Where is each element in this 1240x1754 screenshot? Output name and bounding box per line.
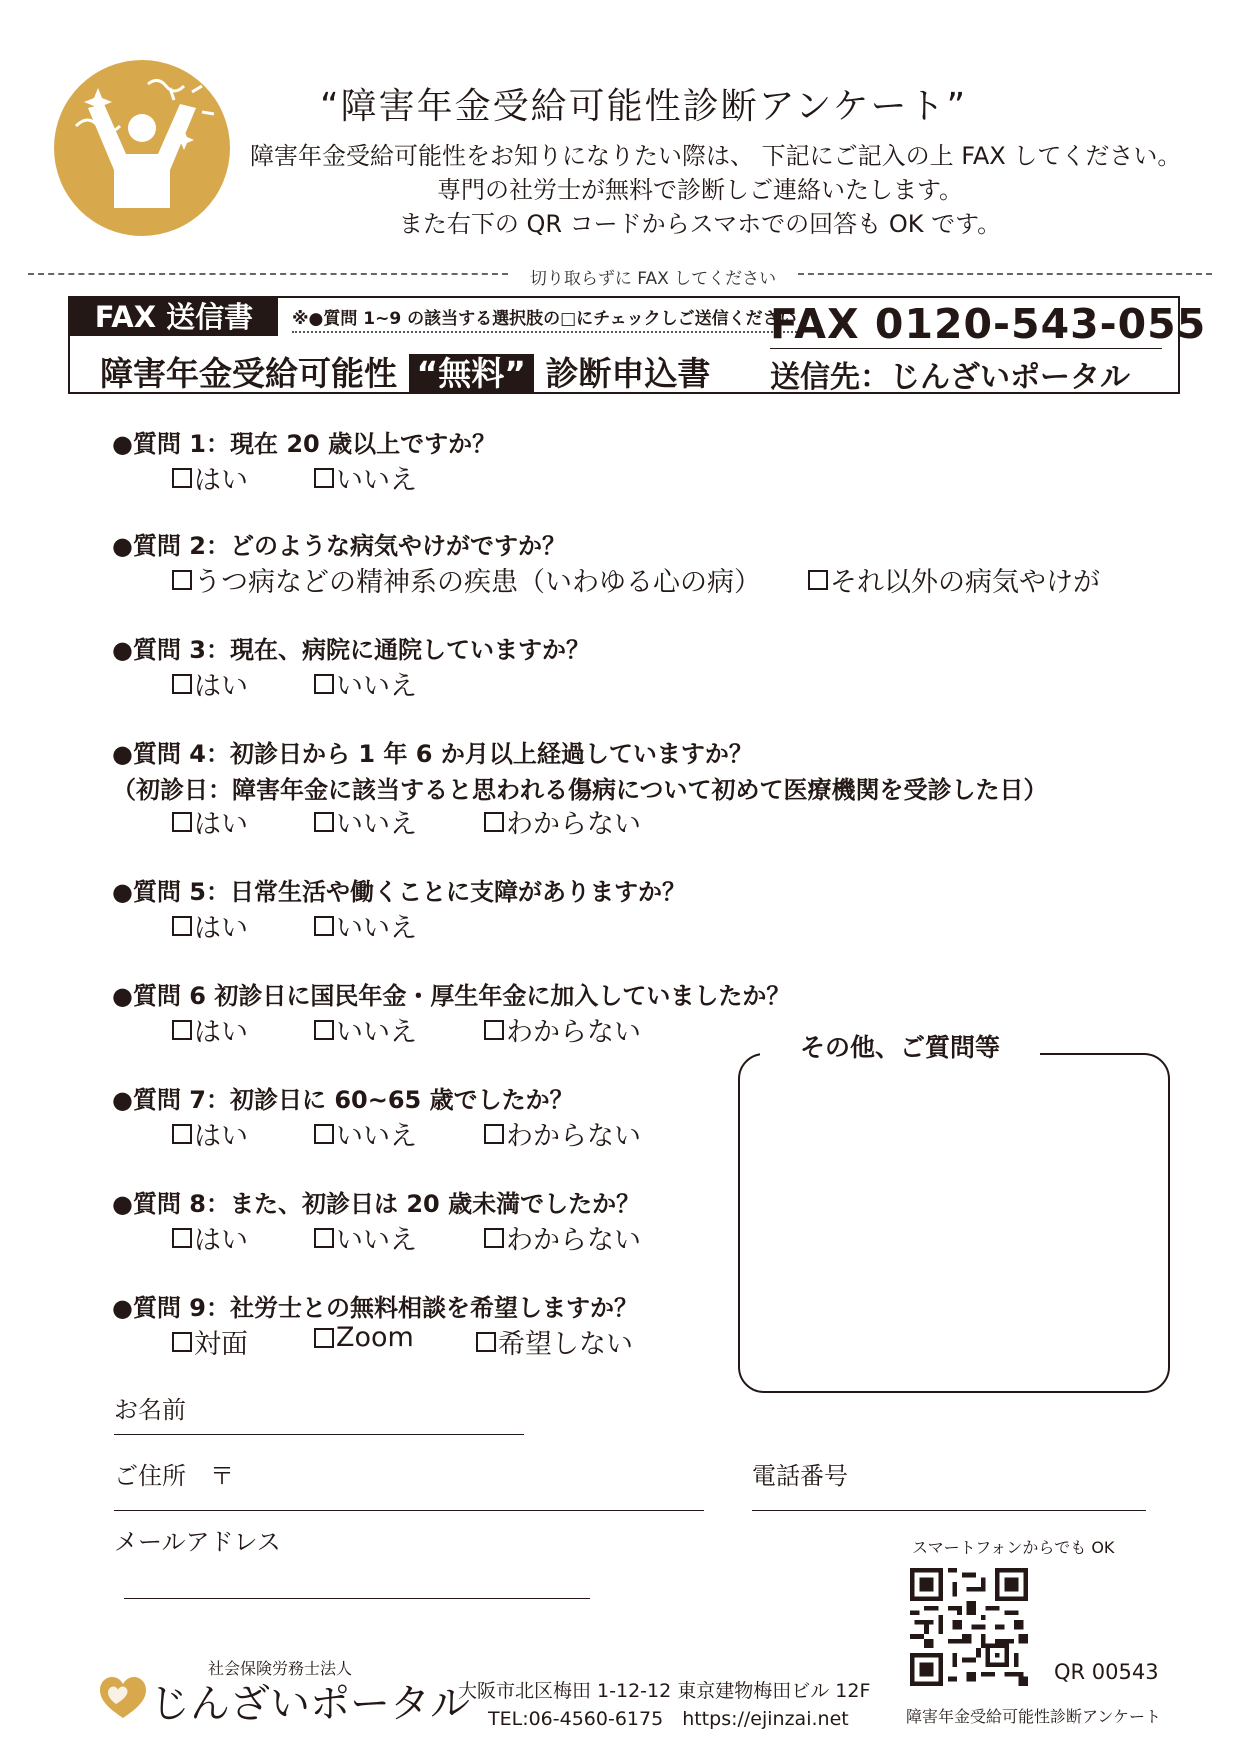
- checkbox[interactable]: [172, 1020, 192, 1040]
- checkbox[interactable]: [172, 674, 192, 694]
- fax-number: FAX 0120-543-055: [770, 300, 1207, 348]
- phone-label: 電話番号: [752, 1462, 848, 1490]
- checkbox[interactable]: [314, 1124, 334, 1144]
- organization-name: じんざいポータル: [150, 1681, 470, 1727]
- question-4: ●質問 4：初診日から 1 年 6 か月以上経過していますか？: [112, 740, 753, 768]
- q4-option-unknown[interactable]: わからない: [484, 802, 641, 841]
- name-field[interactable]: [114, 1434, 524, 1435]
- q3-option-no[interactable]: いいえ: [314, 664, 417, 703]
- intro-line-1: 障害年金受給可能性をお知りになりたい際は、 下記にご記入の上 FAX してください。: [250, 142, 1182, 170]
- name-label: お名前: [114, 1396, 186, 1424]
- q4-option-no[interactable]: いいえ: [314, 802, 417, 841]
- free-highlight: “無料”: [409, 354, 534, 393]
- q7-option-unknown[interactable]: わからない: [484, 1114, 641, 1153]
- checkbox[interactable]: [484, 812, 504, 832]
- q8-option-yes[interactable]: はい: [172, 1218, 248, 1257]
- checkbox[interactable]: [314, 674, 334, 694]
- q5-option-no[interactable]: いいえ: [314, 906, 417, 945]
- organization-address: 大阪市北区梅田 1-12-12 東京建物梅田ビル 12F: [458, 1680, 871, 1702]
- q3-option-yes[interactable]: はい: [172, 664, 248, 703]
- checkbox[interactable]: [172, 1124, 192, 1144]
- question-7: ●質問 7：初診日に 60~65 歳でしたか？: [112, 1086, 574, 1114]
- heart-logo-icon: [98, 1676, 148, 1720]
- checkbox[interactable]: [172, 916, 192, 936]
- checkbox[interactable]: [314, 1020, 334, 1040]
- q7-option-no[interactable]: いいえ: [314, 1114, 417, 1153]
- q6-option-unknown[interactable]: わからない: [484, 1010, 641, 1049]
- qr-code-icon[interactable]: [910, 1568, 1028, 1686]
- fax-label: FAX 送信書: [70, 298, 278, 336]
- email-field[interactable]: [124, 1598, 590, 1599]
- checkbox[interactable]: [314, 468, 334, 488]
- checkbox[interactable]: [314, 916, 334, 936]
- other-questions-title: その他、ご質問等: [760, 1028, 1040, 1064]
- question-6: ●質問 6 初診日に国民年金・厚生年金に加入していましたか？: [112, 982, 791, 1010]
- application-title: [100, 348, 710, 395]
- cut-line-text: 切り取らずに FAX してください: [518, 264, 788, 289]
- checkbox[interactable]: [172, 1332, 192, 1352]
- q1-option-yes[interactable]: はい: [172, 458, 248, 497]
- q9-option-in-person[interactable]: 対面: [172, 1322, 248, 1361]
- qr-caption: スマートフォンからでも OK: [912, 1538, 1115, 1557]
- q9-option-zoom[interactable]: Zoom: [314, 1322, 414, 1353]
- application-title-pre: 障害年金受給可能性: [100, 354, 397, 393]
- checkbox[interactable]: [808, 570, 828, 590]
- q8-option-no[interactable]: いいえ: [314, 1218, 417, 1257]
- checkbox[interactable]: [476, 1332, 496, 1352]
- question-4-note: （初診日：障害年金に該当すると思われる傷病について初めて医療機関を受診した日）: [112, 776, 1048, 804]
- checkbox[interactable]: [172, 468, 192, 488]
- fax-divider: [770, 348, 1162, 349]
- other-questions-textarea[interactable]: [738, 1053, 1170, 1393]
- celebration-logo-icon: [52, 58, 232, 238]
- checkbox[interactable]: [172, 570, 192, 590]
- q8-option-unknown[interactable]: わからない: [484, 1218, 641, 1257]
- question-3: ●質問 3：現在、病院に通院していますか？: [112, 636, 590, 664]
- checkbox[interactable]: [172, 812, 192, 832]
- application-title-post: 診断申込書: [545, 354, 711, 393]
- page-title: “障害年金受給可能性診断アンケート”: [320, 86, 968, 127]
- q4-option-yes[interactable]: はい: [172, 802, 248, 841]
- email-label: メールアドレス: [114, 1528, 281, 1556]
- checkbox[interactable]: [314, 812, 334, 832]
- q2-option-other[interactable]: それ以外の病気やけが: [808, 560, 1100, 599]
- address-field[interactable]: [114, 1510, 704, 1511]
- q2-option-mental[interactable]: うつ病などの精神系の疾患（いわゆる心の病）: [172, 560, 761, 599]
- checkbox[interactable]: [484, 1020, 504, 1040]
- question-5: ●質問 5：日常生活や働くことに支障がありますか？: [112, 878, 686, 906]
- checkbox[interactable]: [484, 1228, 504, 1248]
- q9-option-none[interactable]: 希望しない: [476, 1322, 633, 1361]
- checkbox[interactable]: [172, 1228, 192, 1248]
- q5-option-yes[interactable]: はい: [172, 906, 248, 945]
- q6-option-yes[interactable]: はい: [172, 1010, 248, 1049]
- cut-line: [28, 264, 1212, 289]
- q7-option-yes[interactable]: はい: [172, 1114, 248, 1153]
- checkbox[interactable]: [484, 1124, 504, 1144]
- destination: 送信先：じんざいポータル: [770, 360, 1130, 395]
- q1-option-no[interactable]: いいえ: [314, 458, 417, 497]
- qr-subtitle: 障害年金受給可能性診断アンケート: [906, 1707, 1162, 1726]
- q6-option-no[interactable]: いいえ: [314, 1010, 417, 1049]
- checkbox[interactable]: [314, 1328, 334, 1348]
- address-label: ご住所 〒: [114, 1462, 234, 1490]
- question-9: ●質問 9：社労士との無料相談を希望しますか？: [112, 1294, 638, 1322]
- checkbox[interactable]: [314, 1228, 334, 1248]
- phone-field[interactable]: [752, 1510, 1146, 1511]
- fax-instruction-note: ※●質問 1~9 の該当する選択肢の□にチェックしご送信ください: [292, 304, 797, 333]
- question-8: ●質問 8：また、初診日は 20 歳未満でしたか？: [112, 1190, 641, 1218]
- organization-type: 社会保険労務士法人: [208, 1659, 353, 1678]
- intro-line-3: また右下の QR コードからスマホでの回答も OK です。: [398, 210, 1002, 238]
- question-2: ●質問 2：どのような病気やけがですか？: [112, 532, 566, 560]
- organization-contact[interactable]: TEL:06-4560-6175 https://ejinzai.net: [488, 1708, 849, 1730]
- fax-header-box: [68, 296, 1207, 395]
- question-1: ●質問 1：現在 20 歳以上ですか？: [112, 430, 497, 458]
- qr-id: QR 00543: [1054, 1660, 1159, 1684]
- intro-line-2: 専門の社労士が無料で診断しご連絡いたします。: [436, 176, 964, 204]
